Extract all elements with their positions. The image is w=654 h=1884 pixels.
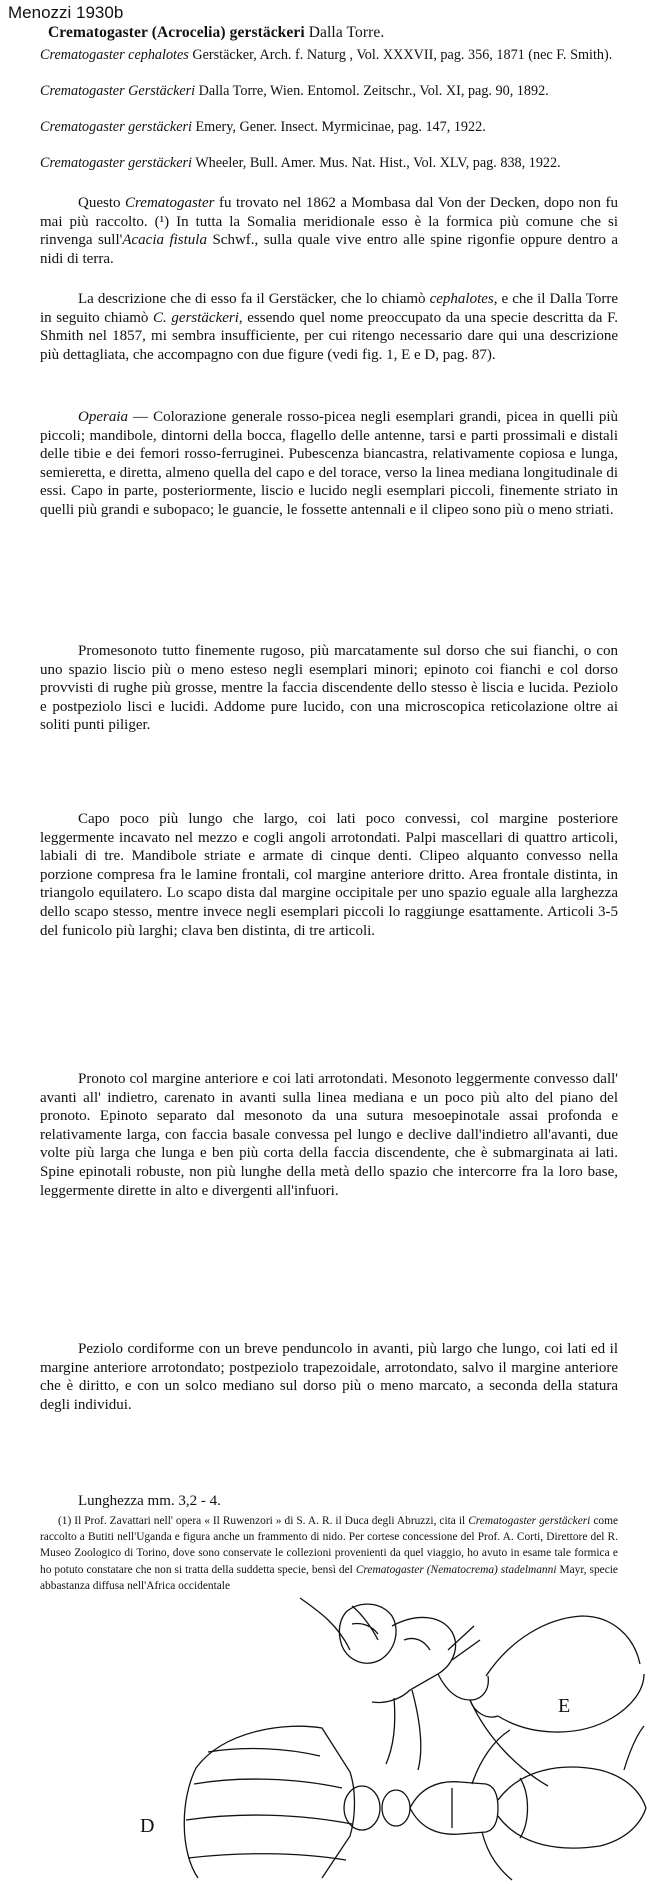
italic-run: Crematogaster (Nematocrema) stadelmanni: [355, 1563, 557, 1576]
species-author: Dalla Torre.: [308, 24, 385, 41]
text-run: (1) Il Prof. Zavattari nell' opera « Il Ruwenzori » di S. A. R. il Duca degli Abruzzi, cita il: [58, 1515, 469, 1527]
synonym-name: Crematogaster gerstäckeri: [40, 155, 192, 171]
italic-run: C. gerstäckeri,: [153, 309, 243, 326]
reference-tag: Menozzi 1930b: [8, 3, 124, 22]
species-name: Crematogaster (Acrocelia) gerstäckeri: [48, 24, 305, 41]
synonym-citation: Dalla Torre, Wien. Entomol. Zeitschr., Vol. XI, pag. 90, 1892.: [198, 83, 549, 99]
italic-run: cephalotes: [429, 291, 494, 307]
italic-run: Operaia: [78, 409, 128, 425]
paragraph-promesonotum: Promesonoto tutto finemente rugoso, più marcatamente sul dorso che sui fianchi, o con uno spazio liscio più o meno esteso negli esemplari minori; epinoto coi fianchi e col dorso provvisti di rughe più grosse, mentre la faccia discendente dello stesso è liscia e lucida. Peziolo e postpeziolo lisci e lucidi. Addome pure lucido, con una microscopica reticolazione oltre ai soliti punti piliger.: [40, 643, 618, 734]
text-run: — Colorazione generale rosso-picea negli esemplari grandi, picea in quelli più piccoli; mandibole, dintorni della bocca, flagello delle antenne, tarsi e parti prossimali e distali delle tibie e dei femori rosso-ferruginei. Pubescenza biancastra, relativamente copiosa e lunga, semieretta, e diretta, almeno quella del capo e del torace, verso la linea mediana longitudinale di essi. Capo in parte, posteriormente, liscio e lucido negli esemplari piccoli, finemente striato in quelli più grandi e subopaco; le guancie, le fossette antennali e il clipeo sono più o meno striati.: [40, 409, 618, 518]
synonym-citation: Wheeler, Bull. Amer. Mus. Nat. Hist., Vol. XLV, pag. 838, 1922.: [195, 155, 561, 171]
text-run: Mayr, specie abbastanza diffusa nell'Africa occidentale: [40, 1563, 618, 1592]
paragraph-pronotum: Pronoto col margine anteriore e coi lati arrotondati. Mesonoto leggermente convesso dall' avanti all' indietro, carenato in avanti sulla linea mediana e un poco più alto del piano del pronoto. Epinoto separato dal mesonoto da una sutura mesoepinotale assai profonda e relativamente larga, con faccia basale convessa pel lungo e declive dall'indietro all'avanti, due volte più larga che lunga e ben più corta della faccia discendente, che è submarginata ai lati. Spine epinotali robuste, non più lunghe della metà dello spazio che intercorre fra la loro base, leggermente dirette in alto e divergenti all'infuori.: [40, 1071, 618, 1199]
paragraph-head: Capo poco più lungo che largo, coi lati poco convessi, col margine posteriore leggermente incavato nel mezzo e cogli angoli arrotondati. Palpi mascellari di quattro articoli, labiali di tre. Mandibole striate e armate di cinque denti. Clipeo alquanto convesso nella porzione compresa fra le lamine frontali, col margine anteriore dritto. Area frontale distinta, in triangolo equilatero. Lo scapo dista dal margine occipitale per uno spazio eguale alla larghezza dello scapo stesso, mentre invece negli esemplari piccoli lo raggiunge esattamente. Articoli 3-5 del funicolo più larghi; clava ben distinta, di tre articoli.: [40, 811, 618, 939]
synonym-name: Crematogaster Gerstäckeri: [40, 83, 196, 99]
italic-run: Crematogaster gerstäckeri: [468, 1515, 591, 1527]
text-run: Schwf., sulla quale vive entro alle spine rigonfie oppure dentro a nidi di terra.: [40, 232, 618, 267]
synonym-name: Crematogaster gerstäckeri: [40, 119, 192, 135]
figure-label-d: D: [140, 1815, 155, 1837]
italic-run: Acacia fistula: [122, 232, 207, 249]
length-line: Lunghezza mm. 3,2 - 4.: [78, 1493, 221, 1509]
figure-label-e: E: [558, 1695, 571, 1717]
synonym-citation: Emery, Gener. Insect. Myrmicinae, pag. 147, 1922.: [195, 119, 486, 135]
italic-run: Crematogaster: [125, 195, 215, 211]
paragraph-petiole: Peziolo cordiforme con un breve penduncolo in avanti, più largo che lungo, coi lati ed il margine anteriore arrotondato; postpeziolo trapezoidale, arrotondato, salvo il margine anteriore che è diritto, e con un solco mediano sul dorso più o meno marcato, a seconda della statura degli individui.: [40, 1341, 618, 1413]
text-run: essendo quel nome preoccupato da una specie descritta da F. Shmith nel 1857, mi sembra insufficiente, per cui ritengo necessario dare qui una descrizione più dettagliata, che accompagno con due figure (vedi fig. 1, E e D, pag. 87).: [40, 309, 618, 363]
text-run: come raccolto a Butiti nell'Uganda e figura anche un frammento di nido. Per cortese concessione del Prof. A. Corti, Direttore del R. Museo Zoologico di Torino, dove sono conservate le collezioni provenienti da quel viaggio, ho avuto in esame tale formica e ho potuto constatare che non si tratta della suddetta specie, bensì del: [40, 1515, 619, 1576]
text-run: La descrizione che di esso fa il Gerstäcker, che lo chiamò: [78, 291, 430, 307]
figure-d-ant-dorsal: [184, 1726, 646, 1880]
synonym-citation: Gerstäcker, Arch. f. Naturg , Vol. XXXVII, pag. 356, 1871 (nec F. Smith).: [192, 47, 613, 63]
text-run: , e che il Dalla Torre in seguito chiamò: [40, 291, 618, 326]
synonym-name: Crematogaster cephalotes: [40, 47, 189, 63]
text-run: fu trovato nel 1862 a Mombasa dal Von der Decken, dopo non fu mai più raccolto. (¹) In tutta la Somalia meridionale esso è la formica più comune che si rinvenga sull': [40, 195, 618, 249]
text-run: Questo: [78, 195, 126, 211]
figure-e-ant-profile: [300, 1598, 644, 1786]
